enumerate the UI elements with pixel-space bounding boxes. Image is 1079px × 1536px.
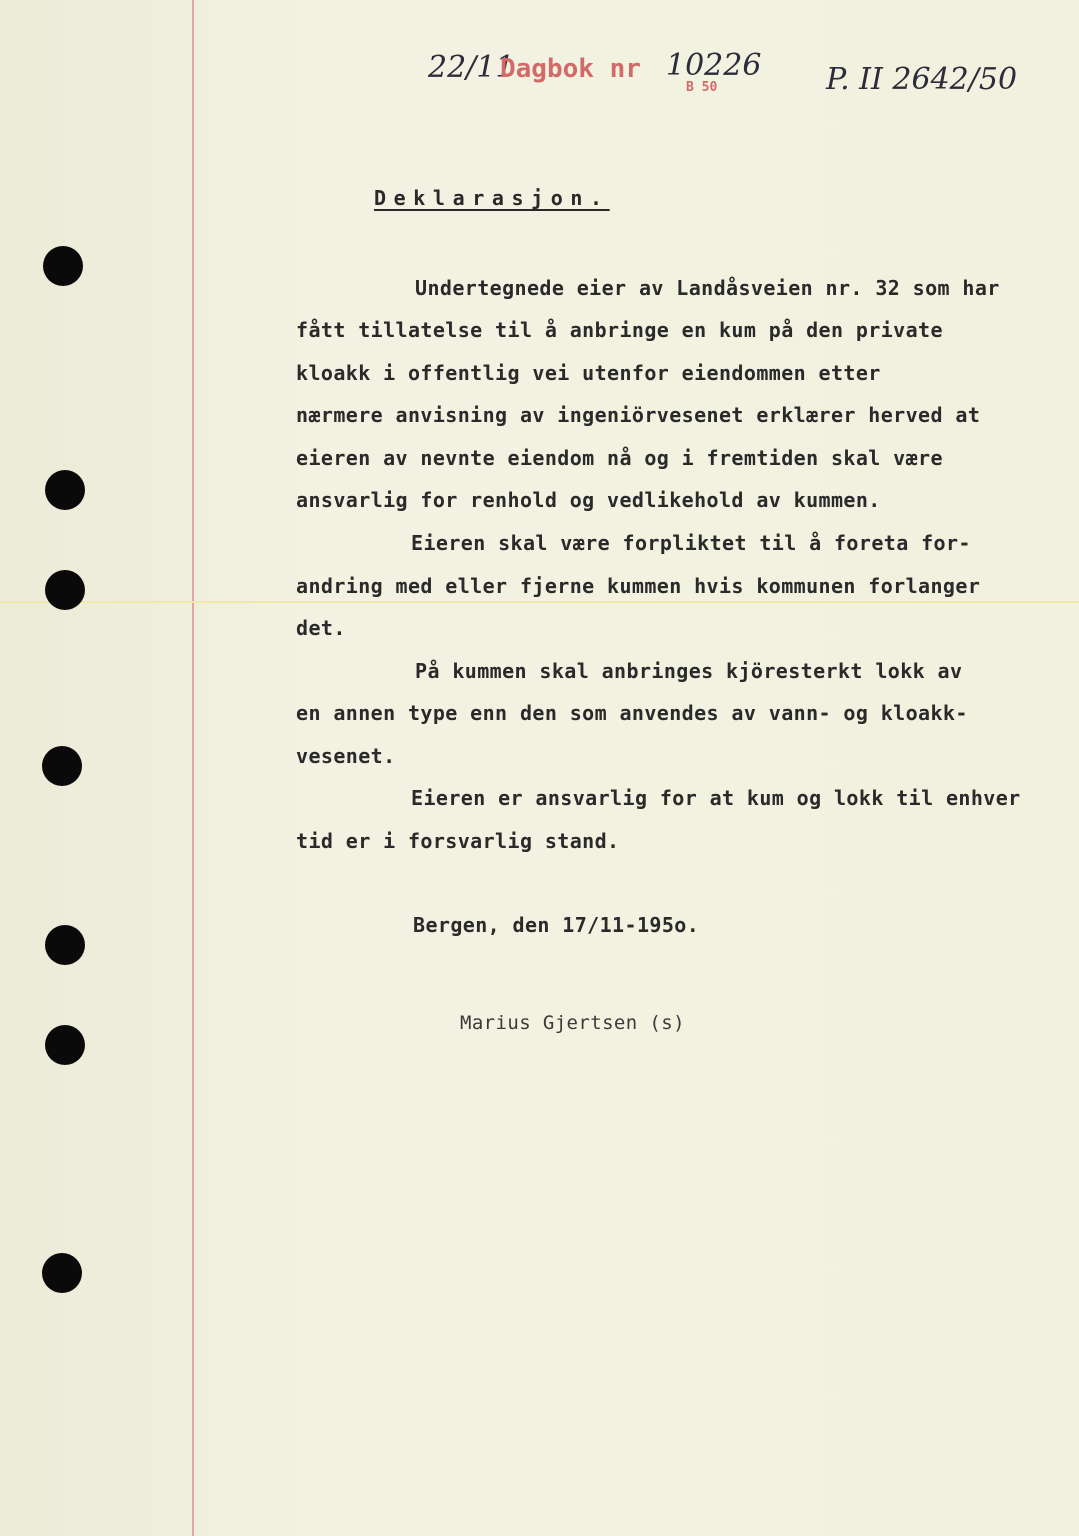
- handwritten-journal-number: 10226: [666, 48, 762, 83]
- punch-hole: [42, 746, 82, 786]
- text-line: andring med eller fjerne kummen hvis kommunen forlanger: [296, 574, 981, 598]
- signature: Marius Gjertsen (s): [460, 1012, 685, 1034]
- stamp-label: Dagbok nr: [500, 54, 641, 84]
- punch-hole: [45, 570, 85, 610]
- punch-hole: [42, 1253, 82, 1293]
- stamp-sub: B 50: [686, 80, 718, 95]
- text-line: vesenet.: [296, 744, 396, 768]
- text-line: eieren av nevnte eiendom nå og i fremtiden skal være: [296, 446, 943, 470]
- punch-hole: [43, 246, 83, 286]
- punch-hole: [45, 470, 85, 510]
- handwritten-date: 22/11: [428, 50, 515, 85]
- punch-hole: [45, 925, 85, 965]
- place-date: Bergen, den 17/11-195o.: [413, 913, 700, 937]
- text-line: tid er i forsvarlig stand.: [296, 829, 620, 853]
- document-title: Deklarasjon.: [374, 186, 610, 210]
- text-line: nærmere anvisning av ingeniörvesenet erklærer herved at: [296, 403, 981, 427]
- punch-hole: [45, 1025, 85, 1065]
- text-line: Eieren er ansvarlig for at kum og lokk til enhver: [411, 786, 1021, 810]
- text-line: ansvarlig for renhold og vedlikehold av kummen.: [296, 488, 881, 512]
- text-line: Undertegnede eier av Landåsveien nr. 32 som har: [415, 276, 1000, 300]
- text-line: Eieren skal være forpliktet til å foreta for-: [411, 531, 971, 555]
- text-line: fått tillatelse til å anbringe en kum på den private: [296, 318, 943, 342]
- fold-line: [0, 601, 1079, 603]
- text-line: kloakk i offentlig vei utenfor eiendommen etter: [296, 361, 881, 385]
- margin-rule: [192, 0, 194, 1536]
- journal-stamp: [428, 44, 1048, 124]
- text-line: På kummen skal anbringes kjöresterkt lokk av: [415, 659, 963, 683]
- handwritten-reference: P. II 2642/50: [826, 62, 1018, 97]
- text-line: det.: [296, 616, 346, 640]
- text-line: en annen type enn den som anvendes av vann- og kloakk-: [296, 701, 968, 725]
